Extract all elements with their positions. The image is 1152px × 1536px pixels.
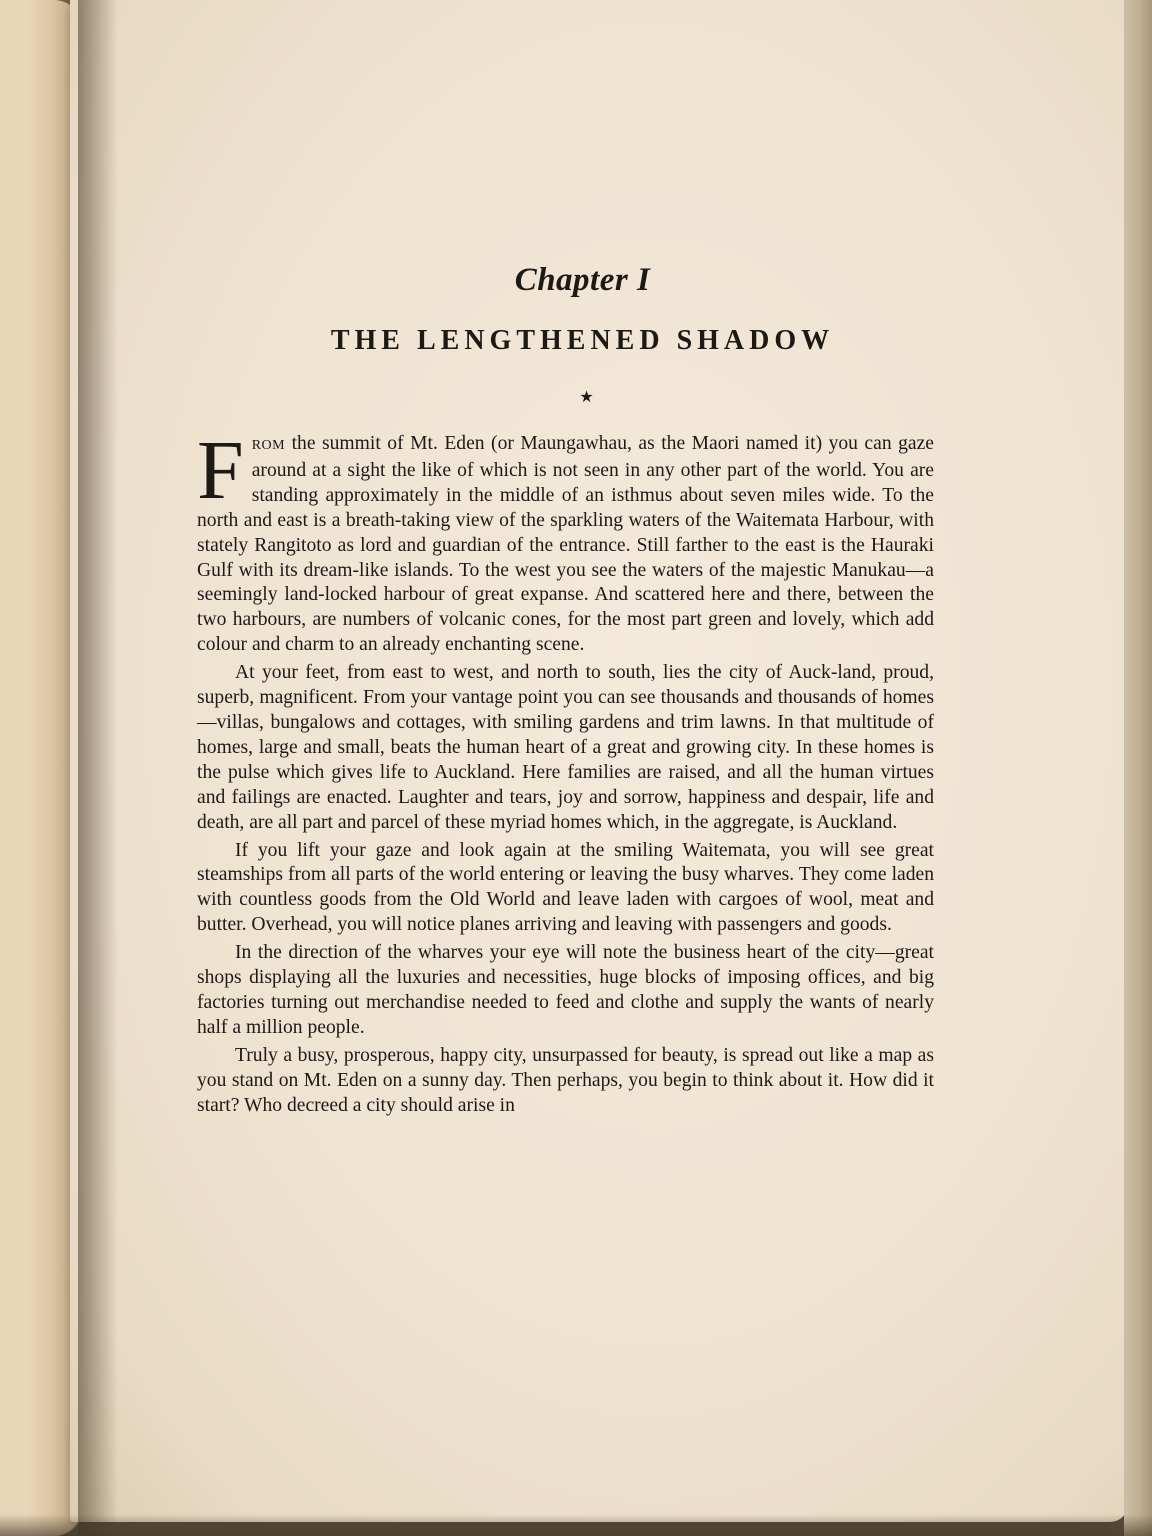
star-ornament-icon: ★ xyxy=(579,387,594,406)
page-content xyxy=(197,262,934,1121)
paragraph-3: If you lift your gaze and look again at the smiling Waitemata, you will see great steamships from all parts of the world entering or leaving the busy wharves. They come laden with countless goods from the Old World and leave laden with cargoes of wool, meat and butter. Overhead, you will notice planes arriving and leaving with passengers and goods. xyxy=(197,839,934,936)
bottom-shadow xyxy=(0,1514,1152,1536)
paragraph-1-text: the summit of Mt. Eden (or Maungawhau, as the Maori named it) you can gaze around at a sight the like of which is not seen in any other part of the world. You are standing approximately in the middle of an isthmus about seven miles wide. To the north and east is a breath-taking view of the sparkling waters of the Waitemata Harbour, with stately Rangitoto as lord and guardian of the entrance. Still farther to the east is the Hauraki Gulf with its dream-like islands. To the west you see the waters of the majestic Manukau—a seemingly land-locked harbour of great expanse. And scattered here and there, between the two harbours, are numbers of volcanic cones, for the most part green and lovely, which add colour and charm to an already enchanting scene. xyxy=(197,433,934,656)
paragraph-2: At your feet, from east to west, and north to south, lies the city of Auck-land, proud, superb, magnificent. From your vantage point you can see thousands and thousands of homes—villas, bungalows and cottages, with smiling gardens and trim lawns. In that multitude of homes, large and small, beats the human heart of a great and growing city. In these homes is the pulse which gives life to Auckland. Here families are raised, and all the human virtues and failings are enacted. Laughter and tears, joy and sorrow, happiness and despair, life and death, are all part and parcel of these myriad homes which, in the aggregate, is Auckland. xyxy=(197,662,934,833)
paragraph-5: Truly a busy, prosperous, happy city, unsurpassed for beauty, is spread out like a map as you stand on Mt. Eden on a sunny day. Then perhaps, you begin to think about it. How did it start? Who decreed a city should arise in xyxy=(197,1044,934,1116)
first-word-smallcaps: ROM xyxy=(251,438,286,453)
chapter-body xyxy=(197,424,934,1118)
chapter-label: Chapter I xyxy=(514,262,651,298)
drop-cap: F xyxy=(197,424,244,517)
chapter-title: THE LENGTHENED SHADOW xyxy=(330,325,835,356)
paragraph-4: In the direction of the wharves your eye will note the business heart of the city—great shops displaying all the luxuries and necessities, huge blocks of imposing offices, and big factories turning out merchandise needed to feed and clothe and supply the wants of nearly half a million people. xyxy=(197,942,934,1038)
paragraph-1 xyxy=(197,424,934,658)
cover-edge xyxy=(1124,0,1152,1536)
